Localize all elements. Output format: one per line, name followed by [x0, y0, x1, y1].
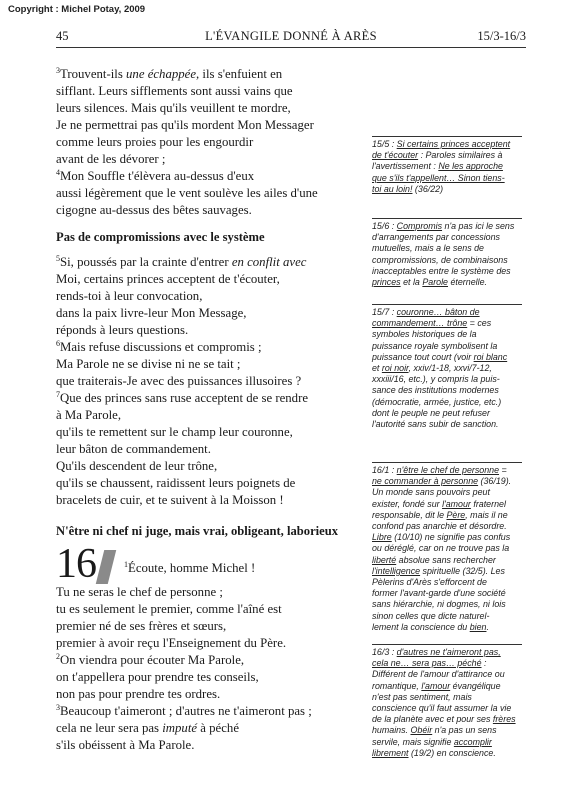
note-text: 15/5 : — [372, 139, 397, 149]
note-line — [372, 352, 522, 363]
verse-reference: 15/3-16/3 — [477, 29, 526, 43]
verse-text: Tu ne seras le chef de personne ; — [56, 585, 223, 599]
verse-text: s'ils obéissent à Ma Parole. — [56, 738, 195, 752]
note-text: et la — [400, 277, 423, 288]
note-text: 15/6 : — [372, 221, 397, 231]
note-text: , mais il ne — [465, 509, 508, 520]
chapter-first-line — [124, 560, 255, 577]
note-line — [372, 725, 522, 736]
note-underlined-text: frères — [492, 714, 516, 725]
book-title: L'ÉVANGILE DONNÉ À ARÈS — [205, 29, 377, 43]
note-text: Pèlerins d'Arès s'efforcent de — [372, 577, 487, 588]
note-text: de la planète avec et pour ses — [372, 714, 493, 725]
note-line — [372, 669, 522, 680]
verse-text: leur bâton de commandement. — [56, 442, 211, 456]
note-underlined-text: liberté — [372, 554, 397, 565]
note-line — [372, 465, 522, 476]
note-text: dont le peuple ne peut refuser — [372, 407, 490, 418]
note-text: humains. — [372, 725, 411, 736]
verse-line — [56, 339, 368, 356]
note-text: compromissions, de combinaisons — [372, 254, 508, 265]
note-line — [372, 221, 522, 232]
note-text: exister, fondé sur — [372, 498, 443, 509]
note-line — [372, 681, 522, 692]
verse-text: qu'ils se chaussent, raidissent leurs poignets de — [56, 476, 296, 490]
note-text: (36/19). — [478, 476, 512, 487]
note-line — [372, 173, 522, 184]
note-underlined-text: l'amour — [442, 498, 471, 509]
note-text: former l'avant-garde d'une société — [372, 588, 506, 599]
note-text: sance des institutions modernes — [372, 385, 499, 396]
verse-line — [56, 458, 368, 475]
note-text: (36/22) — [412, 183, 444, 194]
note-text: = — [499, 465, 507, 475]
note-text: conscience qu'il faut assumer la vie — [372, 703, 512, 714]
verse-number: 5 — [56, 254, 60, 263]
verse-text: Écoute, homme Michel ! — [128, 561, 256, 575]
verse-number: 6 — [56, 339, 60, 348]
note-text: évangélique — [450, 680, 501, 691]
note-text: absolue sans rechercher — [396, 554, 496, 565]
note-text: puissance royale symbolisent la — [372, 340, 498, 351]
note-line — [372, 611, 522, 622]
verse-text: à péché — [197, 721, 239, 735]
verse-line — [56, 618, 368, 635]
verse-text: réponds à leurs questions. — [56, 323, 189, 337]
note-underlined-text: Si certains princes acceptent — [396, 139, 511, 149]
chapter-start — [56, 541, 368, 587]
section-heading-1: Pas de compromissions avec le système — [56, 230, 265, 244]
verse-line — [56, 66, 368, 83]
note-line — [372, 307, 522, 318]
note-text: 16/1 : — [372, 465, 397, 475]
emphasized-text: une échappée, — [126, 67, 200, 81]
note-line — [372, 748, 522, 759]
note-line — [372, 318, 522, 329]
note-text: n'a pas un sens — [432, 725, 497, 736]
note-line — [372, 588, 522, 599]
verse-text: rends-toi à leur convocation, — [56, 289, 203, 303]
note-text: puissance tout court (voir — [372, 351, 474, 362]
note-text: éternelle. — [448, 277, 487, 288]
main-text-column — [56, 66, 368, 754]
verse-text: cela ne leur sera pas — [56, 721, 163, 735]
note-line — [372, 532, 522, 543]
note-underlined-text: l'amour — [421, 680, 451, 691]
verse-text: on t'appellera pour prendre tes conseils, — [56, 670, 259, 684]
verse-text: Beaucoup t'aimeront ; d'autres ne t'aimeront pas ; — [60, 704, 312, 718]
verse-text: Moi, certains princes acceptent de t'écouter, — [56, 272, 280, 286]
verse-text: premier à avoir reçu l'Enseignement du Père. — [56, 636, 287, 650]
margin-note — [372, 462, 522, 633]
verse-line — [56, 288, 368, 305]
note-line — [372, 329, 522, 340]
emphasized-text: en conflit avec — [231, 255, 307, 269]
verse-text: premier né de ses frères et sœurs, — [56, 619, 227, 633]
note-line — [372, 599, 522, 610]
note-line — [372, 647, 522, 658]
chapter-bar-ornament — [96, 550, 116, 584]
verse-text: Mais refuse discussions et compromis ; — [60, 340, 262, 354]
verse-line — [56, 151, 368, 168]
verse-line — [56, 669, 368, 686]
note-line — [372, 737, 522, 748]
note-text: : — [481, 658, 487, 669]
margin-note — [372, 136, 522, 195]
note-underlined-text: d'autres ne t'aimeront pas, — [396, 647, 501, 657]
verse-line — [56, 475, 368, 492]
note-text: Différent de l'amour d'attirance ou — [372, 669, 505, 680]
margin-note — [372, 644, 522, 759]
verse-block-1 — [56, 66, 368, 219]
verse-line — [56, 720, 368, 737]
note-line — [372, 487, 522, 498]
note-text: symboles historiques de la — [372, 329, 477, 340]
note-text: = ces — [467, 318, 492, 329]
note-text: (démocratie, armée, justice, etc.) — [372, 396, 502, 407]
note-underlined-text: accomplir — [453, 736, 492, 747]
verse-text: Trouvent-ils — [60, 67, 127, 81]
note-line — [372, 622, 522, 633]
note-line — [372, 150, 522, 161]
note-line — [372, 363, 522, 374]
note-underlined-text: Parole — [422, 277, 448, 288]
note-text: spirituelle (32/5). Les — [420, 565, 505, 576]
note-line — [372, 476, 522, 487]
verse-line — [56, 686, 368, 703]
note-line — [372, 692, 522, 703]
note-underlined-text: bien — [469, 621, 487, 632]
note-line — [372, 243, 522, 254]
verse-number: 4 — [56, 168, 60, 177]
note-line — [372, 521, 522, 532]
note-underlined-text: couronne… bâton de — [396, 307, 480, 317]
verse-text: non pas pour prendre tes ordres. — [56, 687, 221, 701]
note-line — [372, 499, 522, 510]
verse-line — [56, 652, 368, 669]
note-text: confond pas anarchie et désordre. — [372, 521, 507, 532]
note-text: l'autorité sans subir de sanction. — [372, 419, 499, 430]
verse-text: Qu'ils descendent de leur trône, — [56, 459, 218, 473]
verse-line — [56, 737, 368, 754]
verse-block-3 — [56, 584, 368, 754]
note-text: romantique, — [372, 680, 422, 691]
verse-text: sifflant. Leurs sifflements sont aussi vains que — [56, 84, 293, 98]
note-text: n'a pas ici le sens — [442, 221, 515, 231]
verse-text: Que des princes sans ruse acceptent de se rendre — [60, 391, 309, 405]
verse-line — [56, 134, 368, 151]
note-line — [372, 184, 522, 195]
verse-line — [56, 601, 368, 618]
verse-number: 2 — [56, 652, 60, 661]
note-line — [372, 385, 522, 396]
note-text: et — [372, 363, 382, 374]
note-line — [372, 555, 522, 566]
verse-text: comme leurs proies pour les engourdir — [56, 135, 254, 149]
verse-text: bracelets de cuir, et te suivent à la Moisson ! — [56, 493, 284, 507]
verse-line — [56, 322, 368, 339]
verse-line — [56, 584, 368, 601]
verse-text: tu es seulement le premier, comme l'aîné est — [56, 602, 282, 616]
note-underlined-text: de t'écouter — [372, 150, 419, 161]
note-text: sinon celles que dicte naturel- — [372, 610, 490, 621]
verse-line — [56, 254, 368, 271]
verse-text: aussi légèrement que le vent soulève les ailes d'une — [56, 186, 318, 200]
note-underlined-text: roi noir — [381, 363, 409, 374]
note-line — [372, 714, 522, 725]
note-underlined-text: Ne les approche — [438, 161, 503, 172]
note-underlined-text: que s'ils t'appellent… Sinon tiens- — [372, 172, 505, 183]
note-line — [372, 277, 522, 288]
verse-line — [56, 271, 368, 288]
section-heading-2: N'être ni chef ni juge, mais vrai, obligeant, laborieux — [56, 524, 339, 538]
verse-text: cigogne au-dessus des bêtes sauvages. — [56, 203, 252, 217]
note-underlined-text: n'être le chef de personne — [396, 465, 500, 475]
verse-line — [56, 441, 368, 458]
note-line — [372, 566, 522, 577]
verse-text: Ma Parole ne se divise ni ne se tait ; — [56, 357, 241, 371]
note-underlined-text: princes — [372, 277, 401, 288]
note-underlined-text: librement — [372, 747, 409, 758]
note-underlined-text: commandement… trône — [372, 318, 468, 329]
note-line — [372, 658, 522, 669]
note-text: l'avertissement : — [372, 161, 439, 172]
note-text: mutuelles, mais a le sens de — [372, 243, 484, 254]
note-text: 15/7 : — [372, 307, 397, 317]
note-text: , xxiv/1-18, xxvi/7-12, — [408, 363, 492, 374]
note-text: sans hiérarchie, ni dogmes, ni lois — [372, 599, 506, 610]
note-text: 16/3 : — [372, 647, 397, 657]
verse-line — [56, 305, 368, 322]
note-line — [372, 255, 522, 266]
verse-block-2 — [56, 254, 368, 509]
note-underlined-text: roi blanc — [473, 351, 508, 362]
verse-text: Mon Souffle t'élèvera au-dessus d'eux — [60, 169, 255, 183]
note-line — [372, 543, 522, 554]
note-underlined-text: l'intelligence — [372, 565, 421, 576]
note-line — [372, 397, 522, 408]
note-line — [372, 139, 522, 150]
margin-note — [372, 218, 522, 288]
verse-text: que traiterais-Je avec des puissances illusoires ? — [56, 374, 302, 388]
note-text: inacceptables entre le système des — [372, 265, 511, 276]
verse-line — [56, 117, 368, 134]
page-number: 45 — [56, 29, 69, 43]
note-line — [372, 408, 522, 419]
note-line — [372, 419, 522, 430]
margin-note — [372, 304, 522, 430]
note-text: (10/10) ne signifie pas confus — [391, 532, 511, 543]
page-header — [56, 29, 526, 48]
note-underlined-text: Obéir — [410, 725, 433, 736]
verse-text: ils s'enfuient en — [199, 67, 283, 81]
note-text: servile, mais signifie — [372, 736, 454, 747]
note-text: responsable, dit le — [372, 509, 447, 520]
note-text: : Paroles similaires à — [418, 150, 503, 161]
note-underlined-text: Père — [446, 509, 466, 520]
verse-number: 3 — [56, 703, 60, 712]
chapter-number: 16 — [56, 541, 96, 587]
note-text: . — [486, 621, 489, 632]
verse-text: Si, poussés par la crainte d'entrer — [60, 255, 232, 269]
verse-line — [56, 407, 368, 424]
note-line — [372, 266, 522, 277]
verse-text: à Ma Parole, — [56, 408, 122, 422]
note-line — [372, 341, 522, 352]
verse-line — [56, 373, 368, 390]
note-line — [372, 374, 522, 385]
verse-line — [56, 168, 368, 185]
note-text: fraternel — [470, 498, 506, 509]
verse-text: dans la paix livre-leur Mon Message, — [56, 306, 247, 320]
note-text: lement la conscience du — [372, 621, 470, 632]
note-line — [372, 161, 522, 172]
verse-number: 7 — [56, 390, 60, 399]
verse-line — [56, 202, 368, 219]
verse-line — [56, 424, 368, 441]
note-line — [372, 577, 522, 588]
verse-text: Je ne permettrai pas qu'ils mordent Mon Messager — [56, 118, 314, 132]
verse-line — [56, 100, 368, 117]
verse-line — [56, 185, 368, 202]
copyright-notice: Copyright : Michel Potay, 2009 — [8, 4, 146, 15]
note-underlined-text: Compromis — [396, 221, 443, 231]
note-text: ou déréglé, car on ne trouve pas la — [372, 543, 510, 554]
verse-line — [56, 492, 368, 509]
verse-line — [56, 703, 368, 720]
verse-line — [56, 635, 368, 652]
note-text: d'arrangements par concessions — [372, 232, 500, 243]
note-line — [372, 232, 522, 243]
note-underlined-text: ne commander à personne — [372, 476, 479, 487]
note-line — [372, 510, 522, 521]
verse-line — [56, 390, 368, 407]
verse-line — [56, 83, 368, 100]
verse-number: 3 — [56, 66, 60, 75]
verse-text: On viendra pour écouter Ma Parole, — [60, 653, 245, 667]
note-underlined-text: toi au loin! — [372, 183, 413, 194]
note-line — [372, 703, 522, 714]
emphasized-text: imputé — [162, 721, 198, 735]
note-text: Un monde sans pouvoirs peut — [372, 487, 490, 498]
verse-text: qu'ils te remettent sur le champ leur couronne, — [56, 425, 293, 439]
note-underlined-text: Libre — [372, 532, 392, 543]
note-text: n'est pas sentiment, mais — [372, 691, 472, 702]
note-text: xxxiii/16, etc.), y compris la puis- — [372, 374, 500, 385]
note-text: (19/2) en conscience. — [408, 747, 496, 758]
verse-text: leurs silences. Mais qu'ils veuillent te mordre, — [56, 101, 291, 115]
note-underlined-text: cela ne… sera pas… péché — [372, 658, 482, 669]
verse-line — [56, 356, 368, 373]
verse-number: 1 — [124, 560, 128, 569]
verse-text: avant de les dévorer ; — [56, 152, 166, 166]
